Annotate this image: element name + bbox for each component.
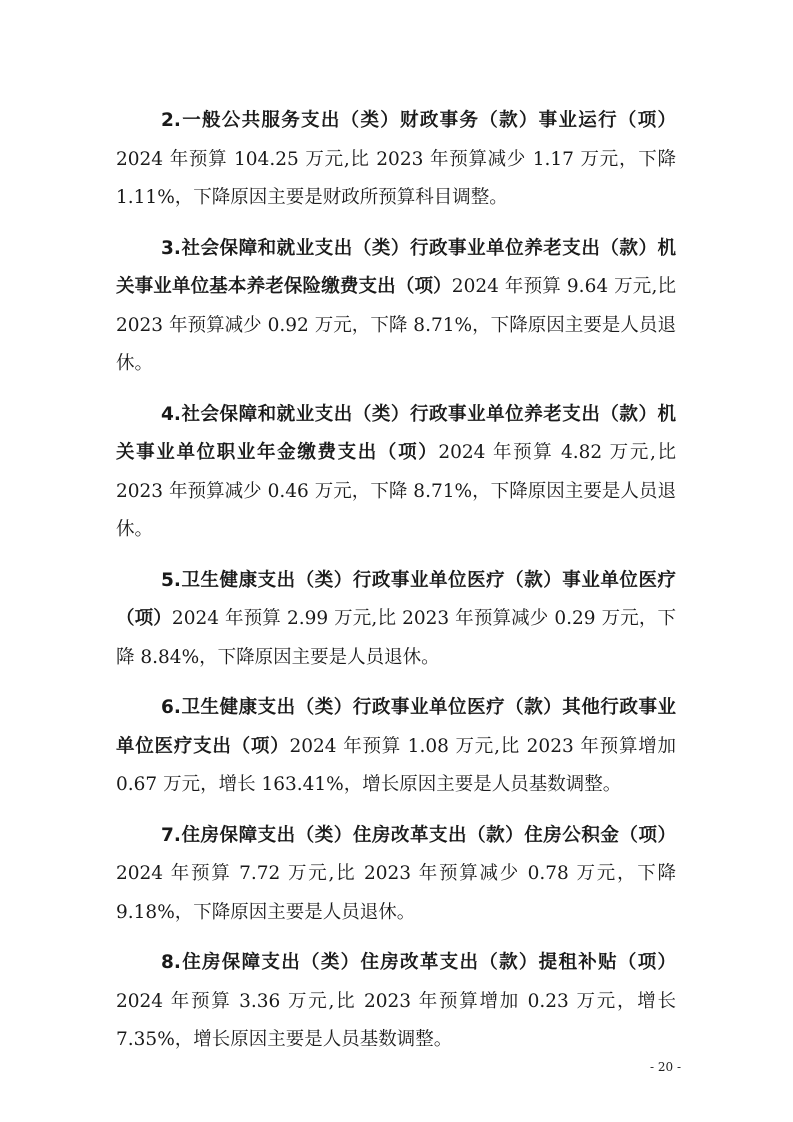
paragraph-item-8 [116,944,676,1060]
paragraph-body: 2024 年预算 3.36 万元,比 2023 年预算增加 0.23 万元，增长 7.35%，增长原因主要是人员基数调整。 [116,990,676,1050]
paragraph-heading: 2.一般公共服务支出（类）财政事务（款）事业运行（项） [161,110,676,131]
paragraph-item-2 [116,102,676,218]
paragraph-heading: 5.卫生健康支出（类）行政事业单位医疗（款）事业单位医疗（项） [116,569,676,629]
paragraph-heading: 7.住房保障支出（类）住房改革支出（款）住房公积金（项） [161,824,676,846]
paragraph-heading: 4.社会保障和就业支出（类）行政事业单位养老支出（款）机关事业单位职业年金缴费支出（项） [116,403,676,463]
paragraph-item-6 [116,689,676,805]
paragraph-heading: 6.卫生健康支出（类）行政事业单位医疗（款）其他行政事业单位医疗支出（项） [116,697,676,757]
document-body [116,102,676,1072]
paragraph-item-5 [116,562,676,678]
paragraph-item-4 [116,396,676,550]
paragraph-heading: 3.社会保障和就业支出（类）行政事业单位养老支出（款）机关事业单位基本养老保险缴费支出（项） [116,237,676,297]
paragraph-item-3 [116,230,676,384]
paragraph-item-7 [116,817,676,933]
paragraph-body: 2024 年预算 9.64 万元,比 2023 年预算减少 0.92 万元，下降 8.71%，下降原因主要是人员退休。 [116,276,676,374]
paragraph-heading: 8.住房保障支出（类）住房改革支出（款）提租补贴（项） [161,952,676,973]
paragraph-body: 2024 年预算 7.72 万元,比 2023 年预算减少 0.78 万元，下降 9.18%，下降原因主要是人员退休。 [116,863,676,923]
paragraph-body: 2024 年预算 1.08 万元,比 2023 年预算增加 0.67 万元，增长 163.41%，增长原因主要是人员基数调整。 [116,735,676,795]
page-number: - 20 - [649,1060,681,1074]
paragraph-body: 2024 年预算 104.25 万元,比 2023 年预算减少 1.17 万元，下降 1.11%，下降原因主要是财政所预算科目调整。 [116,148,676,208]
paragraph-body: 2024 年预算 2.99 万元,比 2023 年预算减少 0.29 万元，下降 8.84%，下降原因主要是人员退休。 [116,608,676,668]
paragraph-body: 2024 年预算 4.82 万元,比 2023 年预算减少 0.46 万元，下降 8.71%，下降原因主要是人员退休。 [116,442,676,540]
